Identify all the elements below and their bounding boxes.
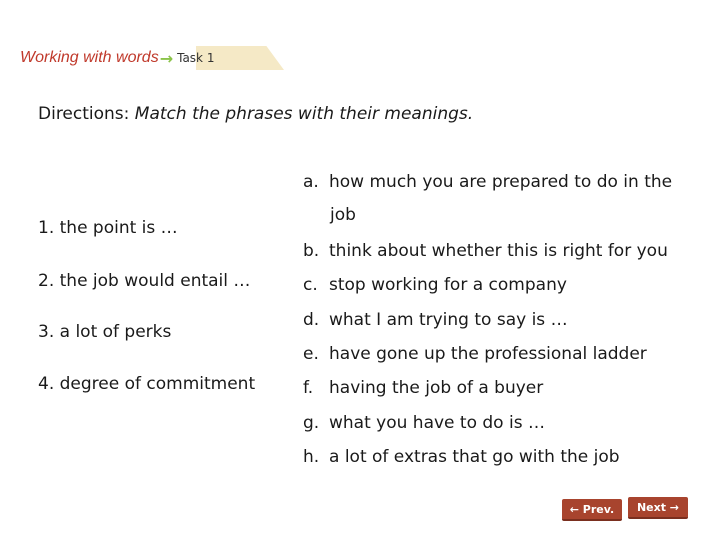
meaning-text: having the job of a buyer	[329, 378, 544, 398]
meaning-text: what I am trying to say is …	[329, 310, 568, 330]
meaning-item-c	[303, 275, 567, 295]
meaning-item-e	[303, 344, 647, 364]
meaning-letter: e.	[303, 344, 319, 364]
meaning-letter: b.	[303, 241, 320, 261]
meaning-item-d	[303, 310, 568, 330]
next-button[interactable]: Next →	[628, 497, 688, 519]
directions-label: Directions:	[38, 104, 135, 124]
directions-text: Match the phrases with their meanings.	[134, 104, 474, 124]
meaning-letter: d.	[303, 310, 320, 330]
phrase-item-4: 4. degree of commitment	[38, 374, 256, 394]
section-banner	[20, 46, 268, 70]
meaning-text: have gone up the professional ladder	[329, 344, 647, 364]
arrow-right-icon: →	[159, 48, 174, 68]
phrase-item-1: 1. the point is …	[38, 218, 178, 238]
phrase-item-2: 2. the job would entail …	[38, 271, 251, 291]
meaning-item-b	[303, 241, 668, 261]
meaning-item-a-continued: job	[330, 205, 356, 225]
directions	[38, 104, 473, 124]
meaning-letter: c.	[303, 275, 318, 295]
meaning-item-f	[303, 378, 543, 398]
meaning-letter: h.	[303, 447, 320, 467]
meaning-text: how much you are prepared to do in the	[329, 172, 673, 192]
prev-button[interactable]: ← Prev.	[562, 499, 622, 521]
meaning-letter: g.	[303, 413, 320, 433]
meaning-item-a	[303, 172, 672, 192]
meaning-letter: f.	[303, 378, 314, 398]
meaning-letter: a.	[303, 172, 319, 192]
meaning-item-h	[303, 447, 620, 467]
section-title: Working with words	[20, 49, 159, 66]
meaning-text: what you have to do is …	[329, 413, 545, 433]
phrase-item-3: 3. a lot of perks	[38, 322, 172, 342]
meaning-item-g	[303, 413, 545, 433]
meaning-text: think about whether this is right for you	[329, 241, 668, 261]
task-label: Task 1	[177, 51, 215, 65]
meaning-text: a lot of extras that go with the job	[329, 447, 620, 467]
meaning-text: stop working for a company	[329, 275, 567, 295]
